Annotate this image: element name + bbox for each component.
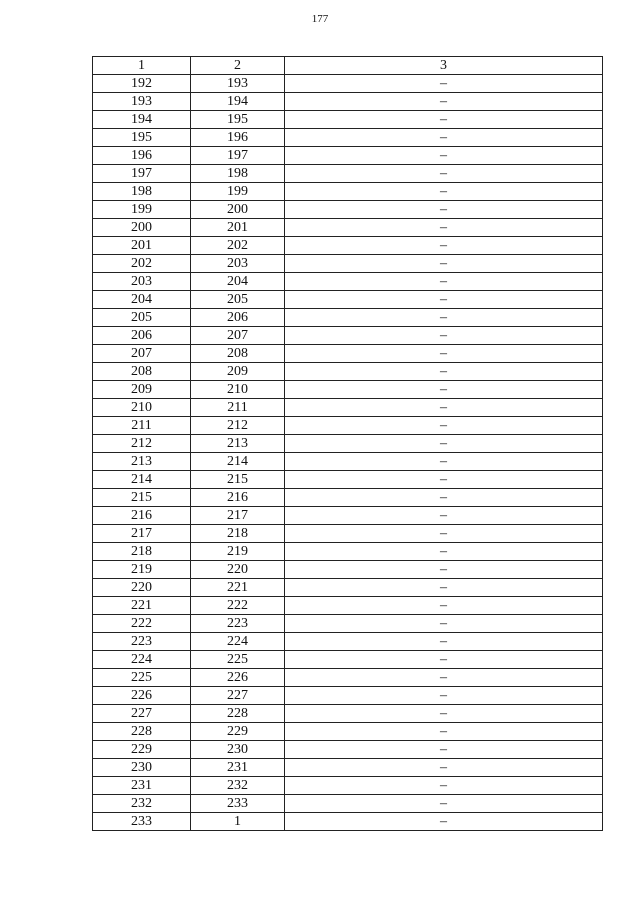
- table-cell-col-1: 204: [93, 291, 191, 309]
- table-row: [93, 561, 603, 579]
- table-cell-col-1: 225: [93, 669, 191, 687]
- table-cell-col-3: –: [285, 579, 603, 597]
- table-row: [93, 147, 603, 165]
- table-cell-col-3: –: [285, 417, 603, 435]
- table-cell-col-2: 233: [191, 795, 285, 813]
- table-row: [93, 309, 603, 327]
- table-row: [93, 741, 603, 759]
- table-cell-col-1: 223: [93, 633, 191, 651]
- table-cell-col-3: –: [285, 111, 603, 129]
- table-cell-col-2: 218: [191, 525, 285, 543]
- table-cell-col-2: 214: [191, 453, 285, 471]
- table-row: [93, 615, 603, 633]
- table-cell-col-1: 230: [93, 759, 191, 777]
- table-row: [93, 111, 603, 129]
- table-cell-col-3: –: [285, 273, 603, 291]
- table-cell-col-1: 215: [93, 489, 191, 507]
- table-cell-col-3: –: [285, 291, 603, 309]
- table-cell-col-3: –: [285, 633, 603, 651]
- table-row: [93, 633, 603, 651]
- table-cell-col-2: 197: [191, 147, 285, 165]
- table-cell-col-2: 193: [191, 75, 285, 93]
- table-row: [93, 165, 603, 183]
- table-row: [93, 237, 603, 255]
- table-row: [93, 651, 603, 669]
- table-cell-col-2: 231: [191, 759, 285, 777]
- table-cell-col-1: 200: [93, 219, 191, 237]
- table-row: [93, 687, 603, 705]
- table-cell-col-2: 223: [191, 615, 285, 633]
- table-cell-col-2: 217: [191, 507, 285, 525]
- table-cell-col-3: –: [285, 741, 603, 759]
- table-cell-col-2: 199: [191, 183, 285, 201]
- table-cell-col-2: 225: [191, 651, 285, 669]
- table-cell-col-1: 202: [93, 255, 191, 273]
- table-cell-col-2: 209: [191, 363, 285, 381]
- table-cell-col-2: 226: [191, 669, 285, 687]
- table-cell-col-2: 222: [191, 597, 285, 615]
- data-table: [92, 56, 603, 831]
- table-cell-col-2: 224: [191, 633, 285, 651]
- table-cell-col-3: –: [285, 597, 603, 615]
- table-cell-col-3: –: [285, 759, 603, 777]
- table-cell-col-2: 198: [191, 165, 285, 183]
- table-cell-col-2: 229: [191, 723, 285, 741]
- table-row: [93, 813, 603, 831]
- table-cell-col-2: 210: [191, 381, 285, 399]
- table-cell-col-1: 222: [93, 615, 191, 633]
- table-row: [93, 507, 603, 525]
- table-cell-col-1: 208: [93, 363, 191, 381]
- table-row: [93, 705, 603, 723]
- table-body: [93, 75, 603, 831]
- table-row: [93, 543, 603, 561]
- table-cell-col-3: –: [285, 93, 603, 111]
- table-cell-col-2: 202: [191, 237, 285, 255]
- table-cell-col-3: –: [285, 381, 603, 399]
- column-header-1: 1: [93, 57, 191, 75]
- table-cell-col-1: 201: [93, 237, 191, 255]
- table-row: [93, 201, 603, 219]
- table-cell-col-3: –: [285, 399, 603, 417]
- table-cell-col-2: 205: [191, 291, 285, 309]
- table-cell-col-3: –: [285, 651, 603, 669]
- table-cell-col-3: –: [285, 309, 603, 327]
- table-cell-col-2: 216: [191, 489, 285, 507]
- table-cell-col-3: –: [285, 525, 603, 543]
- table-cell-col-3: –: [285, 453, 603, 471]
- table-row: [93, 291, 603, 309]
- table-cell-col-3: –: [285, 723, 603, 741]
- table-cell-col-3: –: [285, 75, 603, 93]
- table-row: [93, 759, 603, 777]
- table-row: [93, 363, 603, 381]
- table-cell-col-2: 194: [191, 93, 285, 111]
- table-cell-col-3: –: [285, 777, 603, 795]
- table-cell-col-3: –: [285, 327, 603, 345]
- table-cell-col-2: 228: [191, 705, 285, 723]
- table-row: [93, 345, 603, 363]
- table-cell-col-2: 208: [191, 345, 285, 363]
- table-cell-col-1: 194: [93, 111, 191, 129]
- table-row: [93, 471, 603, 489]
- table-row: [93, 723, 603, 741]
- table-cell-col-1: 218: [93, 543, 191, 561]
- table-cell-col-1: 220: [93, 579, 191, 597]
- table-cell-col-1: 198: [93, 183, 191, 201]
- table-cell-col-2: 204: [191, 273, 285, 291]
- table-cell-col-2: 230: [191, 741, 285, 759]
- table-row: [93, 381, 603, 399]
- table-cell-col-1: 224: [93, 651, 191, 669]
- table-cell-col-3: –: [285, 795, 603, 813]
- table-row: [93, 183, 603, 201]
- table-header-row: [93, 57, 603, 75]
- table-cell-col-3: –: [285, 489, 603, 507]
- table-row: [93, 579, 603, 597]
- table-cell-col-2: 206: [191, 309, 285, 327]
- table-cell-col-2: 220: [191, 561, 285, 579]
- table-row: [93, 75, 603, 93]
- table-cell-col-2: 213: [191, 435, 285, 453]
- table-cell-col-2: 1: [191, 813, 285, 831]
- table-cell-col-1: 232: [93, 795, 191, 813]
- table-cell-col-1: 209: [93, 381, 191, 399]
- column-header-3: 3: [285, 57, 603, 75]
- table-row: [93, 417, 603, 435]
- table-cell-col-1: 219: [93, 561, 191, 579]
- table-cell-col-1: 197: [93, 165, 191, 183]
- column-header-2: 2: [191, 57, 285, 75]
- table-row: [93, 93, 603, 111]
- table-cell-col-2: 203: [191, 255, 285, 273]
- table-row: [93, 525, 603, 543]
- table-cell-col-1: 213: [93, 453, 191, 471]
- table-cell-col-2: 215: [191, 471, 285, 489]
- table-cell-col-3: –: [285, 543, 603, 561]
- table-cell-col-3: –: [285, 561, 603, 579]
- table-cell-col-2: 212: [191, 417, 285, 435]
- table-cell-col-3: –: [285, 813, 603, 831]
- table-cell-col-1: 192: [93, 75, 191, 93]
- table-cell-col-2: 232: [191, 777, 285, 795]
- table-cell-col-3: –: [285, 363, 603, 381]
- table-cell-col-3: –: [285, 219, 603, 237]
- table-cell-col-1: 206: [93, 327, 191, 345]
- table-row: [93, 669, 603, 687]
- table-row: [93, 777, 603, 795]
- table-cell-col-2: 207: [191, 327, 285, 345]
- table-row: [93, 129, 603, 147]
- table-cell-col-3: –: [285, 471, 603, 489]
- table-cell-col-3: –: [285, 129, 603, 147]
- table-cell-col-3: –: [285, 237, 603, 255]
- table-cell-col-3: –: [285, 435, 603, 453]
- table-cell-col-3: –: [285, 201, 603, 219]
- table-cell-col-1: 196: [93, 147, 191, 165]
- table-cell-col-3: –: [285, 705, 603, 723]
- table-row: [93, 795, 603, 813]
- table-cell-col-1: 203: [93, 273, 191, 291]
- table-row: [93, 435, 603, 453]
- table-cell-col-1: 228: [93, 723, 191, 741]
- table-cell-col-1: 195: [93, 129, 191, 147]
- table-cell-col-3: –: [285, 147, 603, 165]
- page-number: 177: [311, 13, 329, 25]
- table-row: [93, 219, 603, 237]
- table-cell-col-1: 214: [93, 471, 191, 489]
- table-cell-col-3: –: [285, 183, 603, 201]
- table-row: [93, 273, 603, 291]
- table-cell-col-3: –: [285, 669, 603, 687]
- table-cell-col-1: 217: [93, 525, 191, 543]
- table-row: [93, 489, 603, 507]
- table-cell-col-1: 207: [93, 345, 191, 363]
- table-row: [93, 255, 603, 273]
- table-cell-col-2: 221: [191, 579, 285, 597]
- table-cell-col-1: 211: [93, 417, 191, 435]
- table-cell-col-1: 216: [93, 507, 191, 525]
- table-cell-col-3: –: [285, 507, 603, 525]
- table-cell-col-1: 227: [93, 705, 191, 723]
- table-cell-col-3: –: [285, 615, 603, 633]
- table-cell-col-1: 205: [93, 309, 191, 327]
- table-cell-col-3: –: [285, 255, 603, 273]
- table-cell-col-1: 221: [93, 597, 191, 615]
- table-cell-col-1: 193: [93, 93, 191, 111]
- table-cell-col-3: –: [285, 687, 603, 705]
- table-cell-col-1: 212: [93, 435, 191, 453]
- table-cell-col-2: 219: [191, 543, 285, 561]
- table-cell-col-3: –: [285, 165, 603, 183]
- table-cell-col-1: 199: [93, 201, 191, 219]
- table-cell-col-1: 233: [93, 813, 191, 831]
- table-row: [93, 597, 603, 615]
- table-cell-col-2: 195: [191, 111, 285, 129]
- table-row: [93, 453, 603, 471]
- table-row: [93, 327, 603, 345]
- table-cell-col-2: 227: [191, 687, 285, 705]
- table-cell-col-3: –: [285, 345, 603, 363]
- table-cell-col-1: 231: [93, 777, 191, 795]
- table-cell-col-2: 196: [191, 129, 285, 147]
- table-cell-col-1: 210: [93, 399, 191, 417]
- table-cell-col-2: 211: [191, 399, 285, 417]
- table-cell-col-1: 226: [93, 687, 191, 705]
- table-cell-col-2: 201: [191, 219, 285, 237]
- table-cell-col-1: 229: [93, 741, 191, 759]
- table-cell-col-2: 200: [191, 201, 285, 219]
- table-row: [93, 399, 603, 417]
